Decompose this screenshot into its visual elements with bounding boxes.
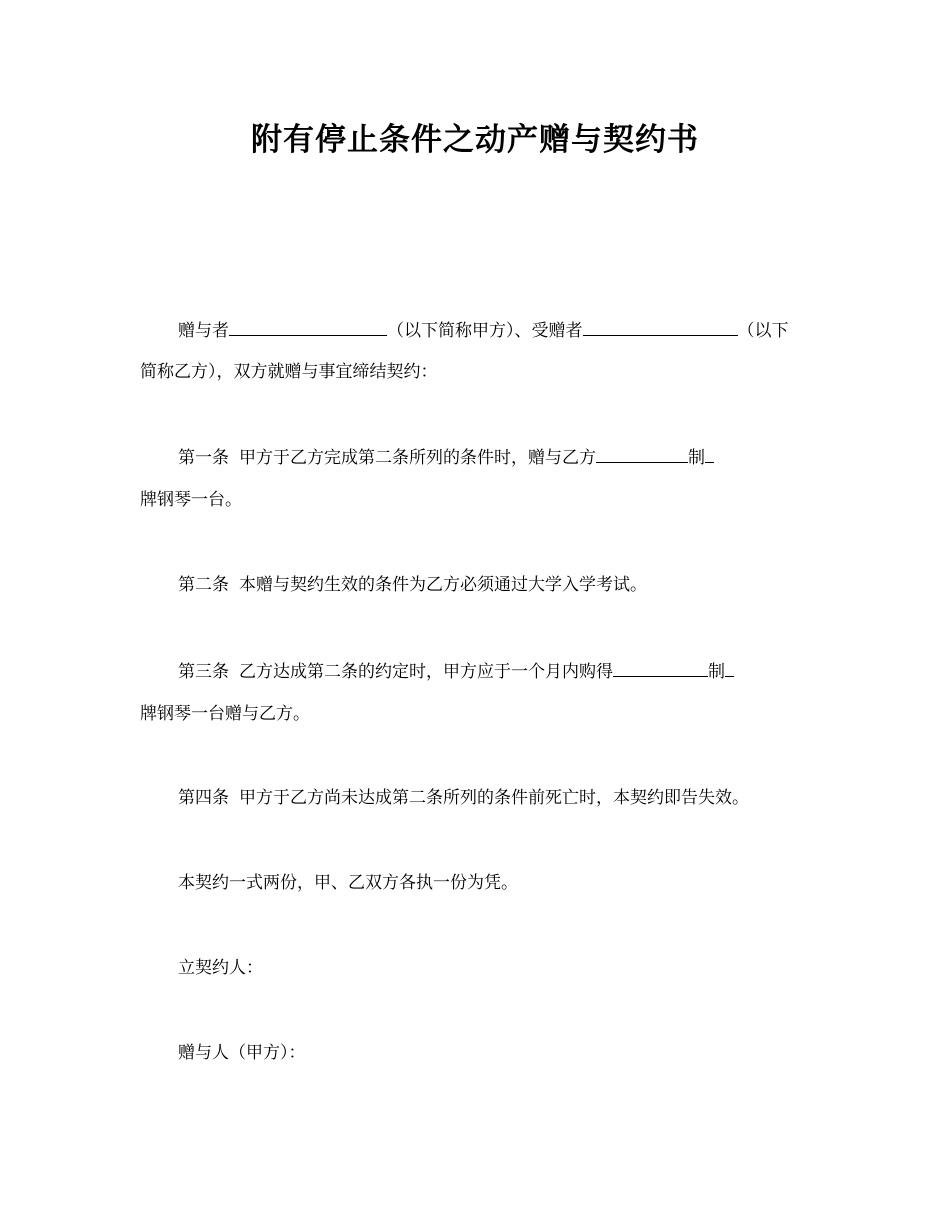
article-1-line-2: 牌钢琴一台。 (140, 490, 242, 510)
donor-label: 赠与者 (178, 321, 229, 341)
donor-signature-label: 赠与人（甲方）： (178, 1043, 306, 1063)
intro-text-after-donee: （以下 (737, 321, 789, 341)
donee-name-blank (583, 318, 738, 336)
intro-line-1 (178, 318, 789, 343)
intro-line-2: 简称乙方），双方就赠与事宜缔结契约： (140, 362, 438, 382)
article-1-after-blank: 制 (688, 448, 705, 468)
donor-name-blank (229, 318, 387, 336)
intro-text-after-donor: （以下简称甲方）、受赠者 (387, 321, 583, 341)
article-3-line-2: 牌钢琴一台赠与乙方。 (140, 704, 310, 724)
article-2 (178, 573, 647, 597)
document-title: 附有停止条件之动产赠与契约书 (251, 122, 699, 158)
article-4-number: 第四条 (178, 788, 229, 808)
article-1-brand-blank (596, 445, 688, 463)
article-2-number: 第二条 (178, 575, 229, 595)
article-3-brand-blank (613, 659, 708, 677)
article-3-after-blank: 制 (708, 662, 725, 682)
article-4-text: 甲方于乙方尚未达成第二条所列的条件前死亡时，本契约即告失效。 (239, 788, 749, 808)
article-1-text: 甲方于乙方完成第二条所列的条件时，赠与乙方 (239, 448, 596, 468)
article-3-text: 乙方达成第二条的约定时，甲方应于一个月内购得 (239, 662, 613, 682)
article-3-line-1 (178, 659, 734, 684)
article-4 (178, 786, 749, 810)
article-3-number: 第三条 (178, 662, 229, 682)
article-3-tail-blank (725, 659, 734, 677)
signatories-label: 立契约人： (178, 958, 263, 978)
article-1-tail-blank (705, 445, 714, 463)
copies-clause: 本契约一式两份，甲、乙双方各执一份为凭。 (178, 873, 518, 893)
article-1-line-1 (178, 445, 714, 470)
article-2-text: 本赠与契约生效的条件为乙方必须通过大学入学考试。 (239, 575, 647, 595)
article-1-number: 第一条 (178, 448, 229, 468)
